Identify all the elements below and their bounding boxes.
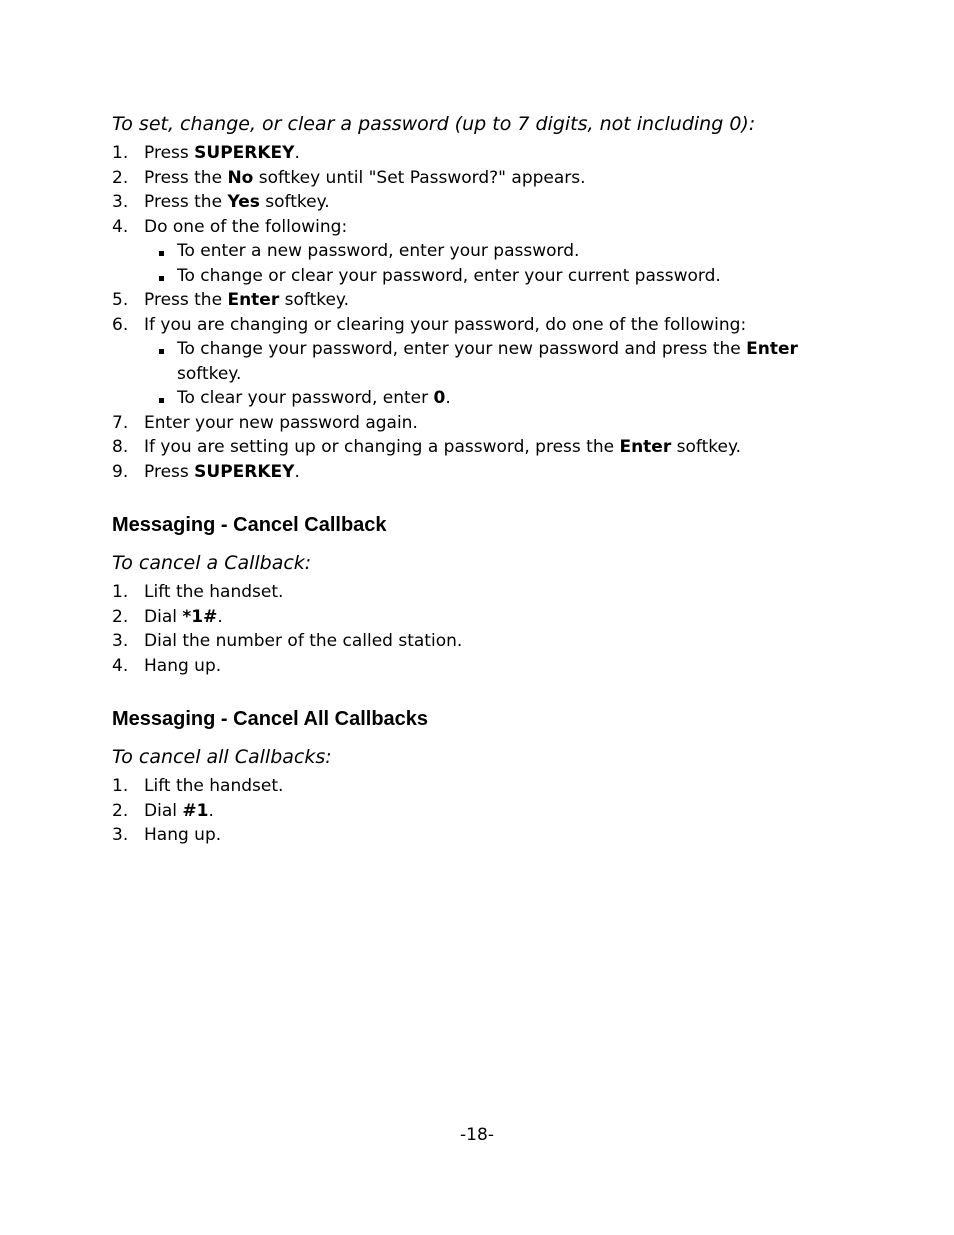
- section-intro: To cancel a Callback:: [112, 552, 312, 574]
- list-item: 1. Press SUPERKEY.: [112, 143, 300, 163]
- section-intro: To cancel all Callbacks:: [112, 746, 332, 768]
- sub-list-item: To change or clear your password, enter your current password.: [144, 264, 832, 289]
- list-item: 6. If you are changing or clearing your password, do one of the following: To change your password, enter your new password and press the Enter softkey. To clear your password, enter 0.: [112, 313, 832, 411]
- list-item: 2. Press the No softkey until "Set Password?" appears.: [112, 167, 586, 188]
- section-heading: Messaging - Cancel Callback: [112, 514, 387, 536]
- list-item: 3. Dial the number of the called station.: [112, 631, 463, 651]
- sub-list: [144, 239, 832, 288]
- list-item: 5. Press the Enter softkey.: [112, 290, 349, 310]
- list-item: 4. Do one of the following: To enter a new password, enter your password. To change or clear your password, enter your current password.: [112, 215, 832, 289]
- sub-list-item: To enter a new password, enter your password.: [144, 239, 832, 264]
- sub-list-item: To clear your password, enter 0.: [144, 386, 832, 411]
- bullet-icon: [159, 349, 164, 354]
- list-item: 8. If you are setting up or changing a password, press the Enter softkey.: [112, 437, 741, 457]
- section-heading: Messaging - Cancel All Callbacks: [112, 708, 429, 730]
- page-number: -18-: [460, 1125, 494, 1145]
- list-item: 3. Press the Yes softkey.: [112, 192, 330, 212]
- bullet-icon: [159, 276, 164, 281]
- bullet-icon: [159, 398, 164, 403]
- section-cancel-all-callbacks: [112, 706, 832, 848]
- password-steps: [112, 141, 832, 484]
- cancel-all-callbacks-steps: [112, 774, 832, 848]
- list-item: 3. Hang up.: [112, 825, 222, 845]
- sub-list: [144, 337, 832, 411]
- list-item: 2. Dial #1.: [112, 800, 214, 821]
- list-item: 1. Lift the handset.: [112, 582, 284, 602]
- bullet-icon: [159, 251, 164, 256]
- password-intro: To set, change, or clear a password (up to 7 digits, not including 0):: [112, 113, 756, 135]
- list-item: 9. Press SUPERKEY.: [112, 461, 300, 482]
- section-cancel-callback: [112, 512, 832, 678]
- cancel-callback-steps: [112, 580, 832, 678]
- list-item: 1. Lift the handset.: [112, 776, 284, 796]
- list-item: 7. Enter your new password again.: [112, 412, 418, 433]
- document-page: [112, 110, 832, 848]
- sub-list-item: To change your password, enter your new password and press the Enter softkey.: [144, 337, 832, 386]
- list-item: 2. Dial *1#.: [112, 606, 223, 627]
- list-item: 4. Hang up.: [112, 655, 222, 676]
